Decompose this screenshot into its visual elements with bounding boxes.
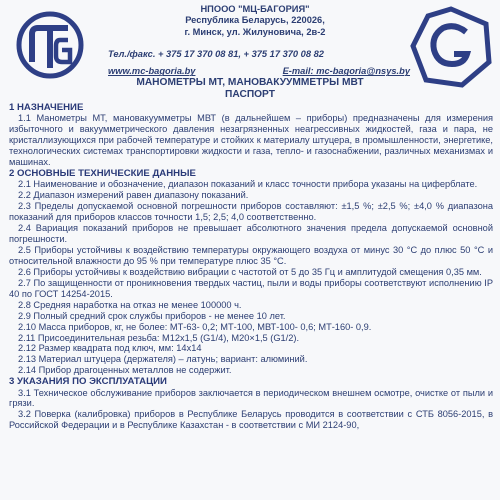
title-main: МАНОМЕТРЫ МТ, МАНОВАКУУММЕТРЫ МВТ — [136, 77, 364, 88]
company-street: г. Минск, ул. Жилуновича, 2в-2 — [184, 26, 326, 37]
title-passport: ПАСПОРТ — [225, 88, 275, 100]
paragraph-2-9: 2.9 Полный средний срок службы приборов - не менее 10 лет. — [18, 310, 286, 321]
company-contacts — [108, 49, 410, 78]
section-1-heading: 1 НАЗНАЧЕНИЕ — [9, 102, 84, 113]
company-logo-icon — [10, 10, 92, 80]
company-name: НПООО "МЦ-БАГОРИЯ" — [200, 4, 310, 14]
paragraph-2-5: 2.5 Приборы устойчивы к воздействию температуры окружающего воздуха от минус 30 °С до плюс 50 °С и относительной влажности до 95 % при температуре плюс 35 °С. — [9, 244, 493, 266]
paragraph-2-13: 2.13 Материал штуцера (держателя) – латунь; вариант: алюминий. — [18, 354, 308, 365]
email-link[interactable]: E-mail: mc-bagoria@nsys.by — [282, 66, 410, 77]
paragraph-2-2: 2.2 Диапазон измерений равен диапазону показаний. — [18, 190, 249, 201]
section-3-heading: 3 УКАЗАНИЯ ПО ЭКСПЛУАТАЦИИ — [9, 376, 167, 388]
paragraph-3-1: 3.1 Техническое обслуживание приборов заключается в периодическом внешнем осмотре, очистке от пыли и грязи. — [9, 387, 493, 409]
paragraph-2-8: 2.8 Средняя наработка на отказ не менее 100000 ч. — [18, 299, 242, 310]
paragraph-2-3: 2.3 Пределы допускаемой основной погрешности приборов составляют: ±1,5 %; ±2,5 %; ±4,0 % диапазона показаний для приборов классов точности 1,5; 2,5; 4,0 соответственно. — [9, 201, 493, 223]
paragraph-2-10: 2.10 Масса приборов, кг, не более: МТ-63- 0,2; МТ-100, МВТ-100- 0,6; МТ-160- 0,9. — [18, 321, 372, 332]
paragraph-2-1: 2.1 Наименование и обозначение, диапазон показаний и класс точности прибора указаны на циферблате. — [18, 179, 478, 190]
paragraph-2-7: 2.7 По защищенности от проникновения твердых частиц, пыли и воды приборы соответствуют исполнению IP 40 по ГОСТ 14254-2015. — [9, 277, 493, 299]
website-link[interactable]: www.mc-bagoria.by — [108, 66, 196, 77]
section-2-heading: 2 ОСНОВНЫЕ ТЕХНИЧЕСКИЕ ДАННЫЕ — [9, 167, 196, 179]
paragraph-2-4: 2.4 Вариация показаний приборов не превышает абсолютного значения предела допускаемой основной погрешности. — [9, 222, 493, 244]
paragraph-2-6: 2.6 Приборы устойчивы к воздействию вибрации с частотой от 5 до 35 Гц и амплитудой смещения 0,35 мм. — [18, 266, 482, 277]
paragraph-3-2: 3.2 Поверка (калибровка) приборов в Республике Беларусь проводится в соответствии с СТБ 8056-2015, в Российской Федерации и в Республике Казахстан - в соответствии с МИ 2124-90, — [9, 409, 493, 431]
paragraph-1-1: 1.1 Манометры МТ, мановакуумметры МВТ (в дальнейшем – приборы) предназначены для измерения избыточного и вакуумметрического давления незагрязненных неагрессивных жидкостей, газа и пара, не кристаллизующихся при рабочей температуре и стойких к материалу штуцера, в промышленности, энергетике, технологических системах транспортировки жидкости и газа, тепло- и газоснабжении, различных механизмах и машинах. — [9, 113, 493, 168]
company-address — [110, 4, 400, 38]
paragraph-2-14: 2.14 Прибор драгоценных металлов не содержит. — [18, 365, 232, 376]
paragraph-2-12: 2.12 Размер квадрата под ключ, мм: 14х14 — [18, 343, 202, 354]
phone-fax: Тел./факс. + 375 17 370 08 81, + 375 17 370 08 82 — [108, 49, 324, 59]
metrology-sign-icon — [410, 6, 492, 88]
document-body — [9, 102, 493, 431]
company-country: Республика Беларусь, 220026, — [185, 15, 325, 26]
paragraph-2-11: 2.11 Присоединительная резьба: М12х1,5 (G1/4), М20×1,5 (G1/2). — [18, 332, 300, 343]
document-title — [0, 77, 500, 100]
